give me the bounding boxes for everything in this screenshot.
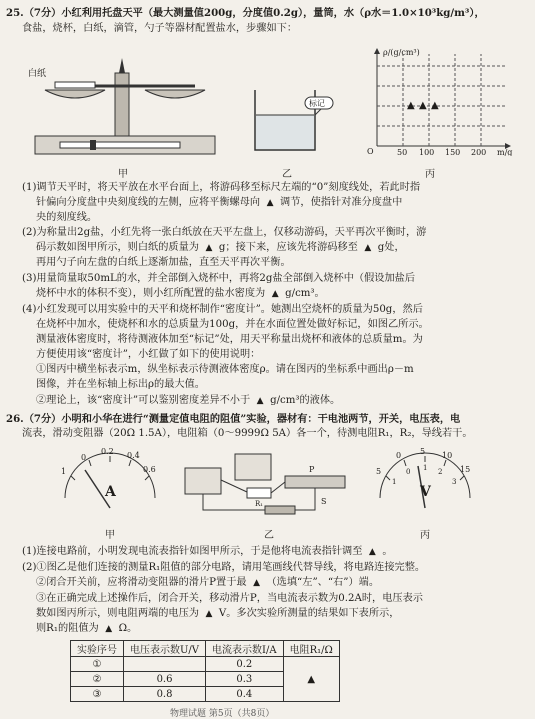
q25-s1d: 央的刻度线。 (36, 212, 98, 223)
voltmeter-dial (370, 448, 480, 518)
q26-p1: (1)连接电路前，小明发现电流表指针如图甲所示，于是他将电流表指针调至 ▲ 。 (22, 546, 393, 557)
blank-26-2: ▲ (253, 578, 261, 588)
ammeter-dial (55, 448, 165, 518)
table-header: 电压表示数U/V (124, 641, 206, 657)
q25-s3a: (3)用量筒量取50mL的水，并全部倒入烧杯中，再将2g盐全部倒入烧杯中（假设加盐后 (22, 273, 416, 284)
blank-26-1: ▲ (368, 547, 376, 557)
circuit-figure (175, 450, 350, 520)
q26-p2a: (2)①图乙是他们连接的测量R₁阻值的部分电路，请用笔画线代替导线，将电路连接完整。 (22, 562, 426, 573)
table-cell: 0.6 (124, 672, 206, 687)
q25-s2-line2: 码示数如图甲所示，则白纸的质量为 ▲ g；接下来，应该先将游码移至 ▲ g处， (36, 242, 405, 253)
caption-bing-25: 丙 (425, 169, 435, 180)
ammeter-device (185, 468, 221, 494)
blank-25-3: ▲ (364, 243, 372, 253)
table-cell: 0.3 (206, 672, 284, 687)
q25-s4-line7: ②理论上，该“密度计”可以鉴别密度差异不小于 ▲ g/cm³的液体。 (36, 395, 341, 406)
voltmeter-inner-tick-a: 1 (392, 478, 397, 486)
graph-blank-marks: ▲ (407, 100, 415, 111)
resistor-r1 (247, 488, 271, 498)
beaker-figure (245, 85, 335, 160)
q25-s1-line2: 针偏向分度盘中央刻度线的左侧，应将平衡螺母向 ▲ 调节，使指针对准分度盘中 (36, 197, 403, 208)
q26-p2-line4: 数如图丙所示，则电阻两端的电压为 ▲ V。多次实验所测量的结果如下表所示， (36, 608, 400, 619)
caption-jia-25: 甲 (118, 169, 128, 180)
q25-s1a: (1)调节天平时，将天平放在水平台面上，将游码移至标尺左端的“0”刻度线处，若此时指 (22, 182, 421, 193)
q25-s4c: 测量液体密度时，将待测液体加至“标记”处，用天平称量出烧杯和液体的总质量m。为 (36, 334, 423, 345)
table-cell: 0.8 (124, 687, 206, 702)
blank-26-4: ▲ (105, 624, 113, 634)
voltmeter-tick-d: 10 (442, 451, 453, 460)
balance-figure (20, 48, 230, 163)
q25-header-2: 食盐，烧杯，白纸，滴管，勺子等器材配置盐水，步骤如下： (22, 23, 298, 34)
voltmeter-device (235, 454, 271, 480)
graph-blank-marks-2: ▲ (419, 100, 427, 111)
table-cell-resistance: ▲ (283, 657, 339, 702)
voltmeter-symbol: V (420, 484, 431, 500)
q25-s3-line2: 烧杯中水的体积不变），则小红所配置的盐水密度为 ▲ g/cm³。 (36, 288, 325, 299)
table-row (71, 657, 340, 672)
voltmeter-inner-tick-d: 2 (438, 468, 443, 476)
caption-jia-26: 甲 (105, 530, 115, 541)
table-cell: ① (71, 657, 124, 672)
voltmeter-tick-b: 0 (396, 451, 402, 460)
x-tick-150: 150 (445, 148, 461, 156)
x-axis-label: m/g (497, 148, 513, 156)
label-white-paper: 白纸 (28, 69, 47, 79)
q26-header: 26.（7分）小明和小华在进行“测量定值电阻的阻值”实验，器材有：干电池两节，开关，电压表，电 (6, 413, 461, 425)
x-tick-50: 50 (397, 148, 408, 156)
label-r1: R₁ (255, 500, 264, 508)
q25-s4e: ①图丙中横坐标表示m，纵坐标表示待测液体密度ρ。请在图丙的坐标系中画出ρ－m (36, 364, 414, 375)
label-p: P (309, 465, 315, 474)
table-header: 电流表示数I/A (206, 641, 284, 657)
page-footer: 物理试题 第5页（共8页） (170, 709, 275, 719)
q26-p2-line5: 则R₁的阻值为 ▲ Ω。 (36, 623, 138, 634)
results-table (70, 640, 340, 702)
q25-s4b: 在烧杯中加水，使烧杯和水的总质量为100g，并在水面位置处做好标记，如图乙所示。 (36, 319, 429, 330)
origin-label: O (367, 147, 374, 156)
q26-p2d: ③在正确完成上述操作后，闭合开关，移动滑片P，当电流表示数为0.2A时，电压表示 (36, 593, 423, 604)
blank-25-2: ▲ (205, 243, 213, 253)
table-cell (124, 657, 206, 672)
voltmeter-tick-a: 5 (376, 467, 382, 476)
blank-25-4: ▲ (271, 289, 279, 299)
y-axis-label: ρ/(g/cm³) (383, 48, 420, 57)
blank-25-1: ▲ (266, 198, 274, 208)
ammeter-tick-06: 0.6 (143, 465, 156, 474)
blank-26-3: ▲ (205, 609, 213, 619)
table-header: 电阻R₁/Ω (283, 641, 339, 657)
battery (265, 506, 295, 514)
q25-header: 25.（7分）小红利用托盘天平（最大测量值200g，分度值0.2g），量筒，水（ρ水＝1.0×10³kg/m³）， (6, 7, 485, 19)
voltmeter-inner-tick-c: 1 (423, 464, 428, 472)
density-graph (355, 46, 525, 156)
caption-bing-26: 丙 (420, 530, 430, 541)
q25-s2a: (2)为称量出2g盐，小红先将一张白纸放在天平左盘上，仅移动游码，天平再次平衡时，游 (22, 227, 427, 238)
table-header-row (71, 641, 340, 657)
ammeter-symbol: A (105, 484, 116, 500)
voltmeter-inner-tick-b: 0 (406, 468, 411, 476)
rheostat (285, 476, 345, 488)
q25-s4d: 方便使用该“密度计”，小红做了如下的使用说明： (36, 349, 261, 360)
ammeter-tick-02: 0.2 (101, 448, 114, 456)
table-cell: 0.4 (206, 687, 284, 702)
graph-blank-marks-3: ▲ (431, 100, 439, 111)
caption-yi-25: 乙 (282, 169, 292, 180)
q25-s2e: 再用勺子向左盘的白纸上逐渐加盐，直至天平再次平衡。 (36, 257, 291, 268)
voltmeter-tick-c: 5 (420, 448, 426, 456)
voltmeter-tick-e: 15 (460, 465, 471, 474)
x-tick-100: 100 (419, 148, 435, 156)
label-s: S (321, 497, 327, 506)
caption-yi-26: 乙 (264, 530, 274, 541)
q26-p2-line2: ②闭合开关前，应将滑动变阻器的滑片P置于最 ▲ （选填“左”、“右”）端。 (36, 577, 380, 588)
ammeter-tick-04: 0.4 (127, 451, 140, 460)
blank-25-5: ▲ (256, 396, 264, 406)
table-header: 实验序号 (71, 641, 124, 657)
table-cell: 0.2 (206, 657, 284, 672)
ammeter-tick-0: 0 (81, 453, 87, 462)
voltmeter-inner-tick-e: 3 (452, 478, 457, 486)
ammeter-tick-1: 1 (61, 467, 67, 476)
table-cell: ② (71, 672, 124, 687)
q26-header-2: 流表，滑动变阻器（20Ω 1.5A），电阻箱（0～9999Ω 5A）各一个，待测电阻R₁，R₂，导线若干。 (22, 428, 473, 439)
table-cell: ③ (71, 687, 124, 702)
white-paper (55, 82, 95, 88)
q25-s4f: 图像，并在坐标轴上标出ρ的最大值。 (36, 379, 205, 390)
q25-s4a: (4)小红发现可以用实验中的天平和烧杯制作“密度计”。她测出空烧杯的质量为50g，然后 (22, 304, 423, 315)
x-tick-200: 200 (471, 148, 487, 156)
label-mark: 标记 (309, 99, 325, 108)
